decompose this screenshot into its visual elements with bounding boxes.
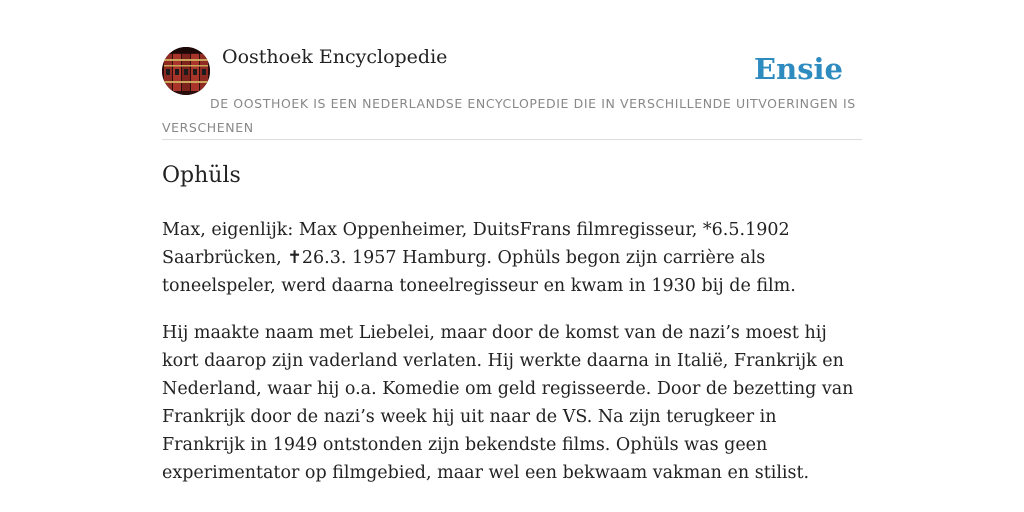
source-description: DE OOSTHOEK IS EEN NEDERLANDSE ENCYCLOPEDIE DIE IN VERSCHILLENDE UITVOERINGEN IS VERSCHENEN [162,96,856,135]
source-name[interactable]: Oosthoek Encyclopedie [222,46,448,68]
article-paragraph: Hij maakte naam met Liebelei, maar door de komst van de nazi’s moest hij kort daarop zijn vaderland verlaten. Hij werkte daarna in Italië, Frankrijk en Nederland, waar hij o.a. Komedie om geld regisseerde. Door de bezetting van Frankrijk door de nazi’s week hij uit naar de VS. Na zijn terugkeer in Frankrijk in 1949 ontstonden zijn bekendste films. Ophüls was geen experimentator op filmgebied, maar wel een bekwaam vakman en stilist. [162,323,854,483]
divider [162,139,862,140]
brand-logo[interactable]: Ensie [754,52,843,86]
article-paragraph: Max, eigenlijk: Max Oppenheimer, DuitsFrans filmregisseur, *6.5.1902 Saarbrücken, ✝26.3. 1957 Hamburg. Ophüls begon zijn carrière als toneelspeler, werd daarna toneelregisseur en kwam in 1930 bij de film. [162,220,796,296]
article-body [162,216,862,506]
encyclopedia-books-icon[interactable] [162,47,210,95]
article-title: Ophüls [162,163,241,188]
